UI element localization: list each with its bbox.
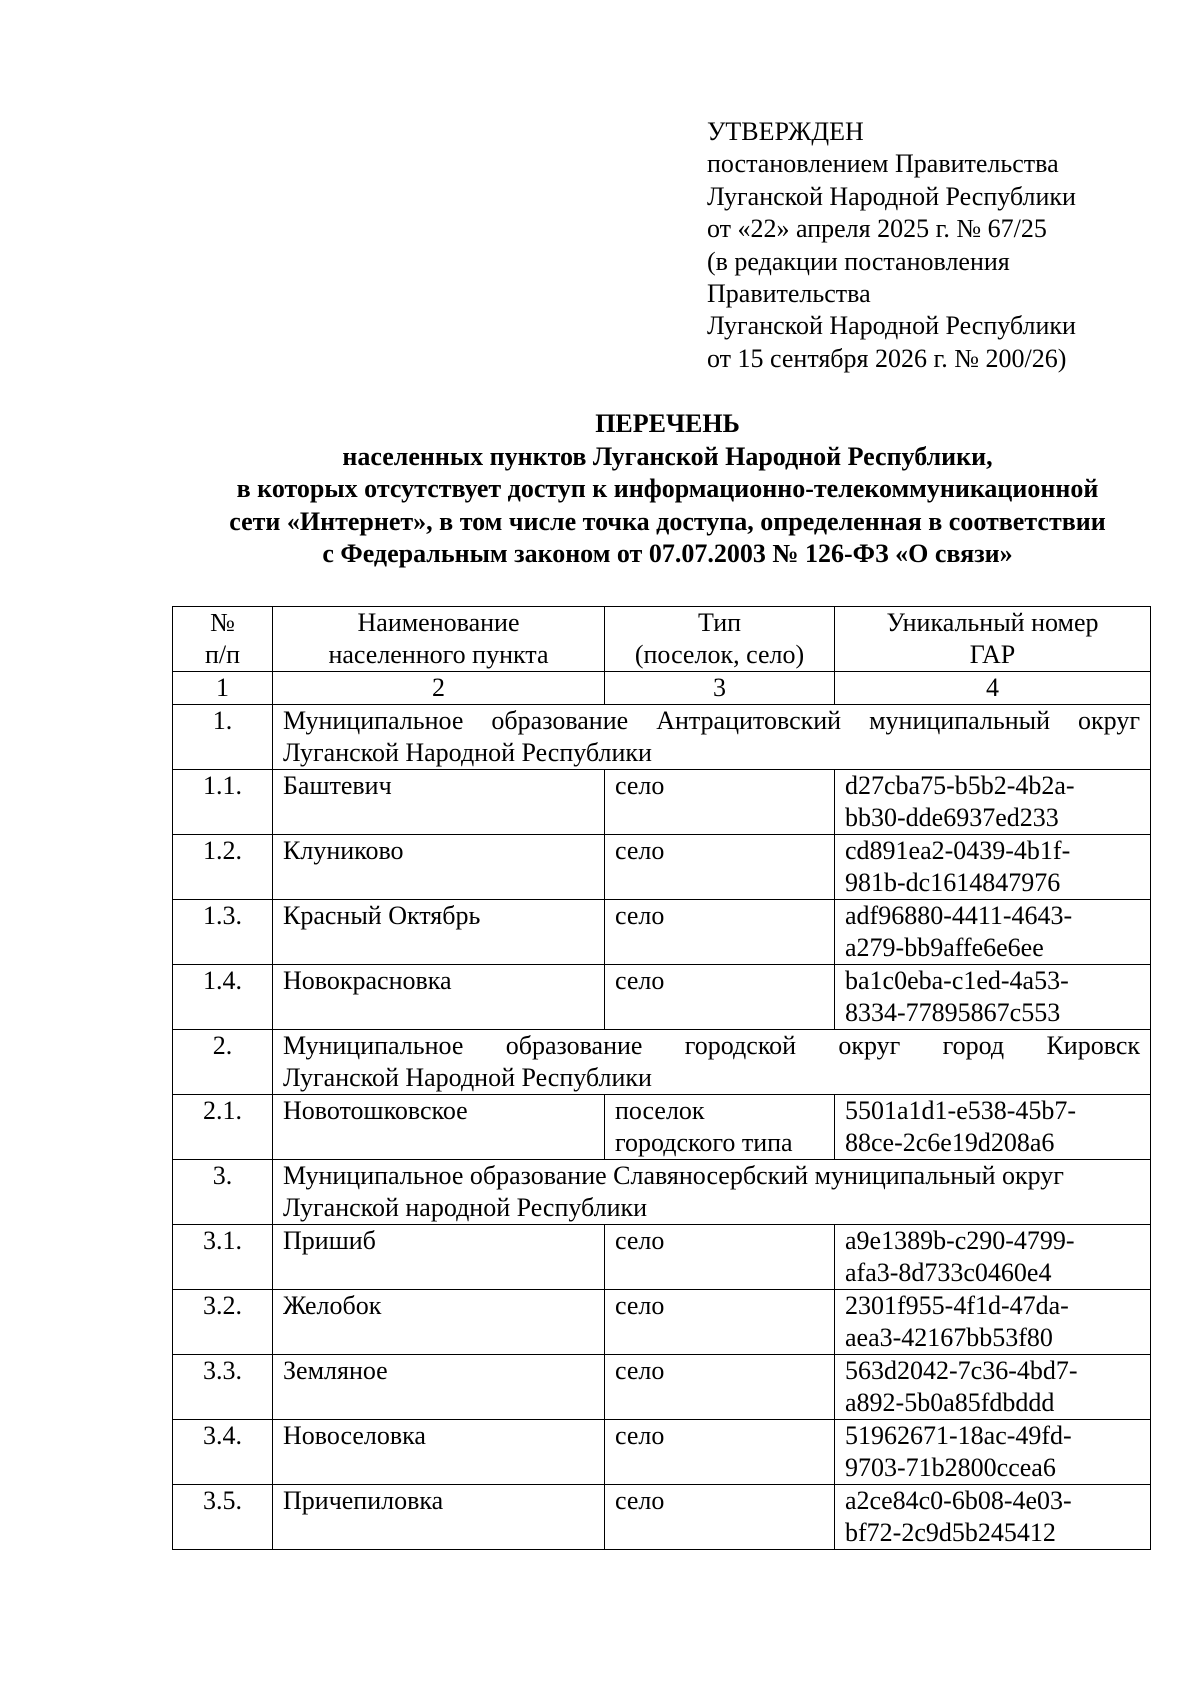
settlement-type: село: [605, 1420, 835, 1485]
table-row: [173, 1225, 1151, 1290]
settlement-type: село: [605, 1290, 835, 1355]
group-title-line: Луганской Народной Республики: [283, 1063, 652, 1092]
gar-line: a892-5b0a85fdbddd: [845, 1388, 1055, 1417]
approval-line: постановлением Правительства: [707, 149, 1059, 179]
table-row: [173, 835, 1151, 900]
header-text: (поселок, село): [634, 640, 805, 669]
gar-line: 2301f955-4f1d-47da-: [845, 1291, 1069, 1320]
gar-number: [835, 770, 1151, 835]
group-row: [173, 1030, 1151, 1095]
gar-line: adf96880-4411-4643-: [845, 901, 1073, 930]
table-row: [173, 900, 1151, 965]
gar-line: d27cba75-b5b2-4b2a-: [845, 771, 1075, 800]
header-gar: [835, 607, 1151, 672]
group-title-line: Луганской Народной Республики: [283, 738, 652, 767]
group-number: 1.: [173, 705, 273, 770]
row-number: 3.2.: [173, 1290, 273, 1355]
settlement-name: Новокрасновка: [273, 965, 605, 1030]
group-title-line: Муниципальное образование городской округ город Кировск: [283, 1031, 1140, 1060]
column-number: 4: [835, 672, 1151, 705]
table-row: [173, 1420, 1151, 1485]
settlement-name: Баштевич: [273, 770, 605, 835]
group-title-line: Муниципальное образование Антрацитовский муниципальный округ: [283, 706, 1140, 735]
settlement-type: село: [605, 1485, 835, 1550]
gar-number: [835, 1485, 1151, 1550]
settlement-name: Красный Октябрь: [273, 900, 605, 965]
settlement-name: Земляное: [273, 1355, 605, 1420]
gar-line: 981b-dc1614847976: [845, 868, 1061, 897]
document-heading: [150, 408, 1185, 571]
row-number: 3.5.: [173, 1485, 273, 1550]
row-number: 1.1.: [173, 770, 273, 835]
approval-line: Правительства: [707, 279, 871, 309]
group-title: [273, 1030, 1151, 1095]
header-text: Уникальный номер: [886, 608, 1099, 637]
header-text: Тип: [697, 608, 742, 637]
settlement-type: село: [605, 1225, 835, 1290]
table-row: [173, 770, 1151, 835]
settlement-name: Клуниково: [273, 835, 605, 900]
approval-line: от 15 сентября 2026 г. № 200/26): [707, 343, 1067, 373]
header-type: [605, 607, 835, 672]
gar-line: 9703-71b2800ccea6: [845, 1453, 1056, 1482]
gar-line: ba1c0eba-c1ed-4a53-: [845, 966, 1069, 995]
document-subtitle-line: в которых отсутствует доступ к информационно-телекоммуникационной: [236, 474, 1099, 503]
row-number: 3.4.: [173, 1420, 273, 1485]
settlement-type: село: [605, 900, 835, 965]
approval-stamp: [707, 116, 1177, 375]
document-subtitle-line: с Федеральным законом от 07.07.2003 № 126-ФЗ «О связи»: [322, 539, 1013, 568]
gar-line: a279-bb9affe6e6ee: [845, 933, 1044, 962]
header-text: №: [210, 608, 235, 637]
gar-number: [835, 1095, 1151, 1160]
gar-number: [835, 900, 1151, 965]
settlement-name: Новоселовка: [273, 1420, 605, 1485]
gar-line: 88ce-2c6e19d208a6: [845, 1128, 1055, 1157]
type-line: городского типа: [615, 1128, 793, 1157]
settlement-name: Причепиловка: [273, 1485, 605, 1550]
row-number: 3.3.: [173, 1355, 273, 1420]
group-number: 3.: [173, 1160, 273, 1225]
column-number: 2: [273, 672, 605, 705]
gar-line: cd891ea2-0439-4b1f-: [845, 836, 1071, 865]
settlement-type: село: [605, 965, 835, 1030]
header-text: Наименование: [357, 608, 520, 637]
column-number: 1: [173, 672, 273, 705]
group-title: [273, 1160, 1151, 1225]
gar-line: 8334-77895867c553: [845, 998, 1061, 1027]
header-number: [173, 607, 273, 672]
settlement-type: село: [605, 770, 835, 835]
table-row: [173, 1095, 1151, 1160]
row-number: 1.2.: [173, 835, 273, 900]
table-row: [173, 1355, 1151, 1420]
gar-number: [835, 1225, 1151, 1290]
row-number: 3.1.: [173, 1225, 273, 1290]
column-number: 3: [605, 672, 835, 705]
settlement-type: село: [605, 835, 835, 900]
group-number: 2.: [173, 1030, 273, 1095]
approval-line: Луганской Народной Республики: [707, 311, 1076, 341]
settlement-name: Желобок: [273, 1290, 605, 1355]
table-header-row: [173, 607, 1151, 672]
header-text: п/п: [204, 640, 241, 669]
gar-number: [835, 1290, 1151, 1355]
group-title: [273, 705, 1151, 770]
row-number: 1.3.: [173, 900, 273, 965]
settlements-table: [172, 606, 1151, 1550]
approval-line: от «22» апреля 2025 г. № 67/25: [707, 214, 1047, 244]
gar-line: afa3-8d733c0460e4: [845, 1258, 1052, 1287]
group-title-line: Муниципальное образование Славяносербский муниципальный округ: [283, 1161, 1064, 1190]
header-name: [273, 607, 605, 672]
settlement-type: [605, 1095, 835, 1160]
type-line: поселок: [615, 1096, 705, 1125]
gar-number: [835, 1420, 1151, 1485]
gar-line: a2ce84c0-6b08-4e03-: [845, 1486, 1072, 1515]
group-title-line: Луганской народной Республики: [283, 1193, 648, 1222]
gar-line: a9e1389b-c290-4799-: [845, 1226, 1075, 1255]
group-row: [173, 1160, 1151, 1225]
group-row: [173, 705, 1151, 770]
document-subtitle-line: населенных пунктов Луганской Народной Республики,: [342, 441, 993, 471]
approval-line: (в редакции постановления: [707, 246, 1010, 276]
settlement-type: село: [605, 1355, 835, 1420]
settlement-name: Пришиб: [273, 1225, 605, 1290]
gar-line: aea3-42167bb53f80: [845, 1323, 1053, 1352]
row-number: 2.1.: [173, 1095, 273, 1160]
row-number: 1.4.: [173, 965, 273, 1030]
document-title: ПЕРЕЧЕНЬ: [595, 409, 740, 438]
gar-line: bb30-dde6937ed233: [845, 803, 1059, 832]
gar-line: 5501a1d1-e538-45b7-: [845, 1096, 1077, 1125]
column-number-row: [173, 672, 1151, 705]
approval-line: УТВЕРЖДЕН: [707, 117, 864, 146]
table-row: [173, 965, 1151, 1030]
header-text: ГАР: [969, 640, 1016, 669]
approval-line: Луганской Народной Республики: [707, 181, 1076, 211]
header-text: населенного пункта: [328, 640, 549, 669]
table-row: [173, 1485, 1151, 1550]
gar-number: [835, 1355, 1151, 1420]
gar-line: 563d2042-7c36-4bd7-: [845, 1356, 1078, 1385]
gar-number: [835, 835, 1151, 900]
table-row: [173, 1290, 1151, 1355]
document-subtitle-line: сети «Интернет», в том числе точка доступа, определенная в соответствии: [229, 506, 1106, 536]
gar-number: [835, 965, 1151, 1030]
settlement-name: Новотошковское: [273, 1095, 605, 1160]
gar-line: bf72-2c9d5b245412: [845, 1518, 1056, 1547]
gar-line: 51962671-18ac-49fd-: [845, 1421, 1072, 1450]
